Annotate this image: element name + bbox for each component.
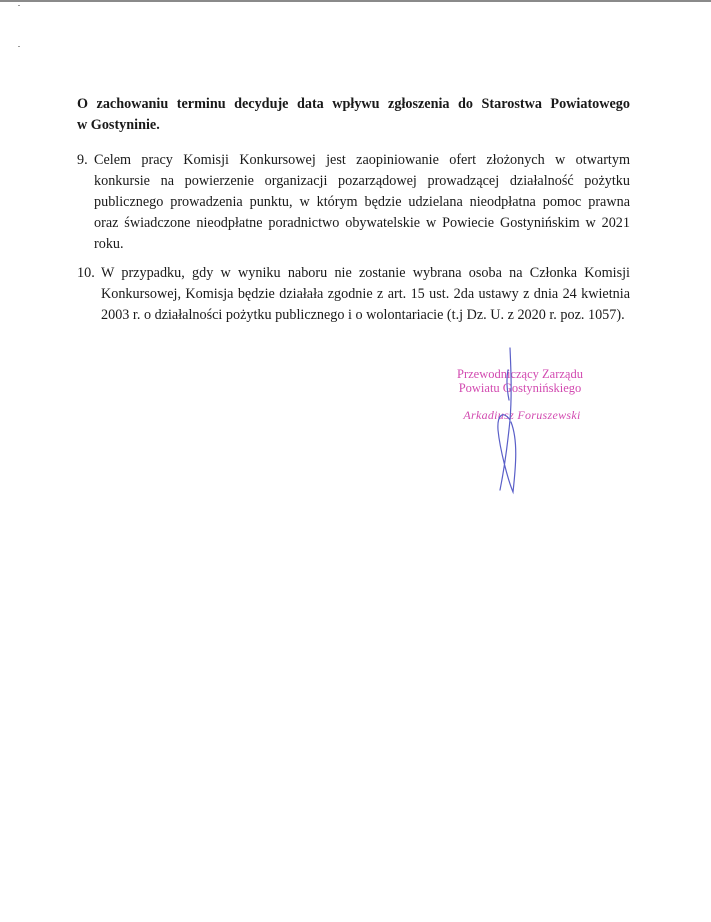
text-line: publicznego prowadzenia punktu, w którym będzie udzielana nieodpłatna pomoc prawna — [94, 194, 630, 210]
text-line: Konkursowej, Komisja będzie działała zgodnie z art. 15 ust. 2da ustawy z dnia 24 kwietnia — [101, 286, 630, 302]
stamp-title-line-2: Powiatu Gostynińskiego — [458, 380, 582, 395]
list-item-text — [101, 263, 630, 326]
handwritten-signature — [470, 340, 550, 500]
deadline-notice-line-2: w Gostyninie. — [77, 117, 160, 133]
scan-speck — [18, 5, 20, 6]
deadline-notice — [77, 94, 630, 136]
signature-stroke — [498, 348, 516, 492]
list-item-9 — [77, 150, 630, 255]
scan-top-edge — [0, 0, 711, 2]
text-line: Celem pracy Komisji Konkursowej jest zaopiniowanie ofert złożonych w otwartym — [94, 152, 630, 168]
stamp-title-line-1: Przewodniczący Zarządu — [457, 367, 583, 381]
list-item-number: 9. — [77, 152, 88, 168]
stamp-name: Arkadiusz Foruszewski — [463, 408, 581, 422]
list-item-10 — [77, 263, 630, 326]
list-item-number: 10. — [77, 265, 95, 281]
scan-speck — [18, 46, 20, 47]
text-line: roku. — [94, 236, 124, 252]
text-line: konkursie na powierzenie organizacji pozarządowej prowadzącej działalność pożytku — [94, 173, 630, 189]
text-line: W przypadku, gdy w wyniku naboru nie zostanie wybrana osoba na Członka Komisji — [101, 265, 630, 281]
text-line: 2003 r. o działalności pożytku publicznego i o wolontariacie (t.j Dz. U. z 2020 r. poz. 1057). — [101, 307, 625, 323]
deadline-notice-line-1: O zachowaniu terminu decyduje data wpływu zgłoszenia do Starostwa Powiatowego — [77, 96, 630, 112]
list-item-text — [94, 150, 630, 255]
text-line: oraz świadczone nieodpłatne poradnictwo obywatelskie w Powiecie Gostynińskim w 2021 — [94, 215, 630, 231]
